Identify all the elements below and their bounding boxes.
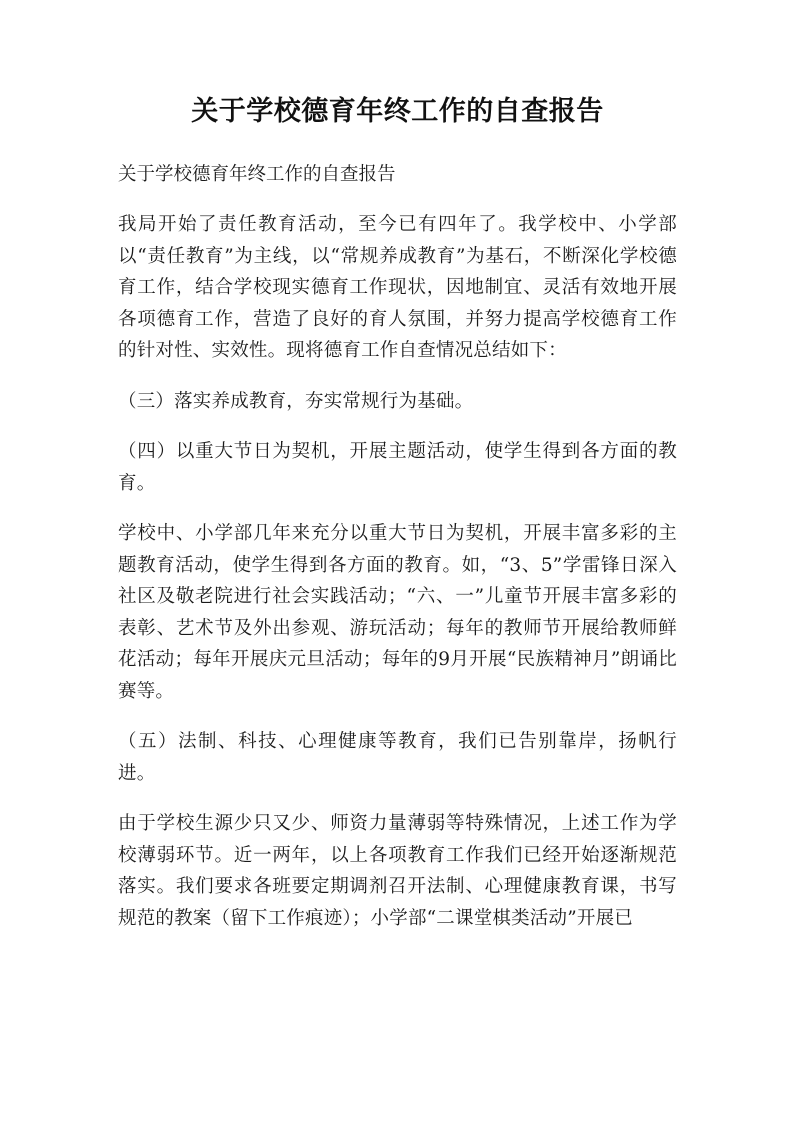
paragraph-section-4-body: 学校中、小学部几年来充分以重大节日为契机，开展丰富多彩的主题教育活动，使学生得到各方面的教育。如，“3、5”学雷锋日深入社区及敬老院进行社会实践活动；“六、一”儿童节开展丰富多彩的表彰、艺术节及外出参观、游玩活动；每年的教师节开展给教师鲜花活动；每年开展庆元旦活动；每年的9月开展“民族精神月”朗诵比赛等。 bbox=[118, 523, 677, 702]
document-subtitle: 关于学校德育年终工作的自查报告 bbox=[118, 164, 396, 185]
paragraph-section-5-heading: （五）法制、科技、心理健康等教育，我们已告别靠岸，扬帆行进。 bbox=[118, 731, 677, 784]
document-title: 关于学校德育年终工作的自查报告 bbox=[191, 96, 604, 127]
paragraph-section-5-body: 由于学校生源少只又少、师资力量薄弱等特殊情况，上述工作为学校薄弱环节。近一两年，以上各项教育工作我们已经开始逐渐规范落实。我们要求各班要定期调剂召开法制、心理健康教育课，书写规范的教案（留下工作痕迹）；小学部“二课堂棋类活动”开展已 bbox=[118, 813, 677, 929]
paragraph-section-3-heading: （三）落实养成教育，夯实常规行为基础。 bbox=[118, 390, 474, 412]
paragraph-intro: 我局开始了责任教育活动，至今已有四年了。我学校中、小学部以“责任教育”为主线，以“常规养成教育”为基石，不断深化学校德育工作，结合学校现实德育工作现状，因地制宜、灵活有效地开展各项德育工作，营造了良好的育人氛围，并努力提高学校德育工作的针对性、实效性。现将德育工作自查情况总结如下： bbox=[118, 214, 677, 361]
paragraph-section-4-heading: （四）以重大节日为契机，开展主题活动，使学生得到各方面的教育。 bbox=[118, 441, 677, 494]
